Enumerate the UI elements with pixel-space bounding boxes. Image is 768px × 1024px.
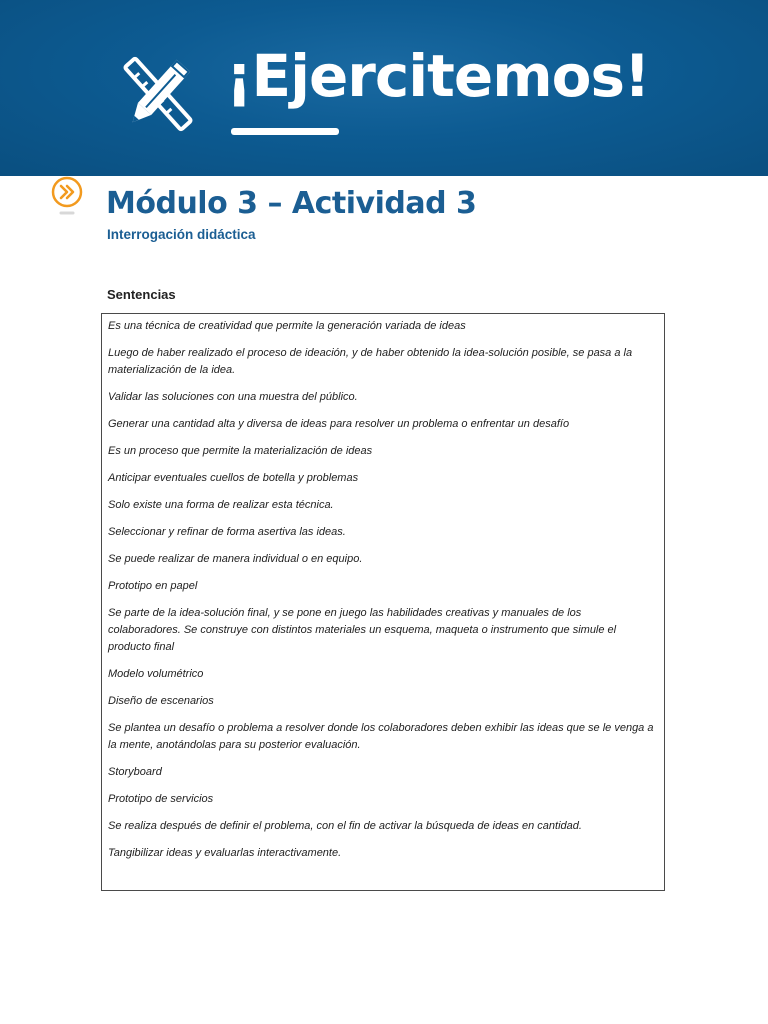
banner-underline: [231, 128, 339, 135]
sentence-item: Seleccionar y refinar de forma asertiva las ideas.: [108, 526, 346, 538]
sentence-item: Se parte de la idea-solución final, y se pone en juego las habilidades creativas y manuales de los colaboradores. Se construye con distintos materiales un esquema, maqueta o instrumento que simule el producto final: [108, 607, 617, 653]
double-chevron-right-icon: [50, 175, 84, 217]
sentence-item: Generar una cantidad alta y diversa de ideas para resolver un problema o enfrentar un desafío: [108, 418, 570, 430]
sentence-item: Se puede realizar de manera individual o en equipo.: [108, 553, 363, 565]
sentence-item: Es una técnica de creatividad que permite la generación variada de ideas: [108, 320, 466, 332]
sentence-item: Validar las soluciones con una muestra del público.: [108, 391, 358, 403]
sentence-item: Se plantea un desafío o problema a resolver donde los colaboradores deben exhibir las ideas que se le venga a la mente, anotándolas para su posterior evaluación.: [108, 722, 654, 751]
sentence-item: Modelo volumétrico: [108, 668, 204, 680]
sentence-item: Es un proceso que permite la materialización de ideas: [108, 445, 373, 457]
sentence-item: Prototipo de servicios: [108, 793, 214, 805]
sentence-item: Tangibilizar ideas y evaluarlas interactivamente.: [108, 847, 342, 859]
sentence-item: Prototipo en papel: [108, 580, 198, 592]
sentence-item: Se realiza después de definir el problema, con el fin de activar la búsqueda de ideas en cantidad.: [108, 820, 582, 832]
page-title: Módulo 3 – Actividad 3: [106, 186, 477, 221]
sentence-item: Anticipar eventuales cuellos de botella y problemas: [108, 472, 359, 484]
section-label: Sentencias: [107, 287, 176, 302]
banner-title: ¡Ejercitemos!: [226, 42, 650, 110]
sentences-box: [101, 313, 665, 891]
page-subtitle: Interrogación didáctica: [107, 227, 256, 242]
header-banner: [0, 0, 768, 176]
sentence-item: Solo existe una forma de realizar esta técnica.: [108, 499, 334, 511]
pencil-ruler-icon: [118, 52, 198, 136]
sentence-item: Diseño de escenarios: [108, 695, 214, 707]
sentence-item: Luego de haber realizado el proceso de ideación, y de haber obtenido la idea-solución posible, se pasa a la materialización de la idea.: [108, 347, 633, 376]
sentence-item: Storyboard: [108, 766, 162, 778]
